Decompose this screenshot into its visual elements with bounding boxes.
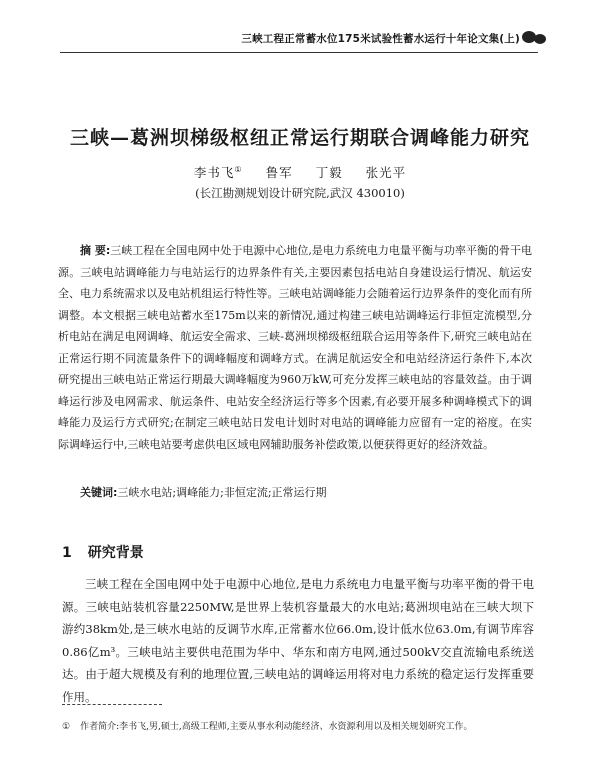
body-paragraph: 三峡工程在全国电网中处于电源中心地位,是电力系统电力电量平衡与功率平衡的骨干电源。三峡电站装机容量2250MW,是世界上装机容量最大的水电站;葛洲坝电站在三峡大坝下游约38km处,是三峡水电站的反调节水库,正常蓄水位66.0m,设计低水位63.0m,有调节库容0.86亿m³。三峡电站主要供电范围为华中、华东和南方电网,通过500kV交直流输电系统送达。由于超大规模及有利的地理位置,三峡电站的调峰运用将对电力系统的稳定运行发挥重要作用。 <box>62 577 534 704</box>
author-3: 丁毅 <box>315 165 343 180</box>
section-heading <box>62 542 144 562</box>
author-1-name: 李书飞 <box>193 165 235 180</box>
abstract <box>58 240 532 455</box>
abstract-text: 三峡工程在全国电网中处于电源中心地位,是电力系统电力电量平衡与功率平衡的骨干电源。三峡电站调峰能力与电站运行的边界条件有关,主要因素包括电站自身建设运行情况、航运安全、电力系统需求以及电站机组运行特性等。三峡电站调峰能力会随着运行边界条件的变化而有所调整。本文根据三峡电站蓄水至175m以来的新情况,通过构建三峡电站调峰运行非恒定流模型,分析电站在满足电网调峰、航运安全需求、三峡-葛洲坝梯级枢纽联合运用等条件下,研究三峡电站在正常运行期不同流量条件下的调峰幅度和调峰方式。在满足航运安全和电站经济运行条件下,本次研究提出三峡电站正常运行期最大调峰幅度为960万kW,可充分发挥三峡电站的容量效益。由于调峰运行涉及电网需求、航运条件、电站安全经济运行等多个因素,有必要开展多种调峰模式下的调峰能力及运行方式研究;在制定三峡电站日发电计划时对电站的调峰能力应留有一定的裕度。在实际调峰运行中,三峡电站要考虑供电区域电网辅助服务补偿政策,以便获得更好的经济效益。 <box>58 244 532 451</box>
footnote <box>62 719 534 736</box>
keywords-text: 三峡水电站;调峰能力;非恒定流;正常运行期 <box>117 486 327 499</box>
section-title: 研究背景 <box>87 545 144 561</box>
keywords <box>80 484 532 500</box>
keywords-label: 关键词: <box>80 486 118 499</box>
footnote-rule <box>62 704 162 705</box>
footnote-mark: ① <box>62 722 71 732</box>
header-ornament-icon <box>521 28 547 46</box>
author-list <box>0 163 600 181</box>
footnote-text: 作者简介:李书飞,男,硕士,高级工程师,主要从事水利动能经济、水资源利用以及相关规划研究工作。 <box>80 722 473 732</box>
running-header: 三峡工程正常蓄水位175米试验性蓄水运行十年论文集(上) <box>241 33 520 45</box>
header-rule <box>60 52 538 53</box>
author-footnote-mark: ① <box>234 164 243 174</box>
affiliation: (长江勘测规划设计研究院,武汉 430010) <box>195 186 405 200</box>
section-number: 1 <box>62 545 72 561</box>
paper-title: 三峡—葛洲坝梯级枢纽正常运行期联合调峰能力研究 <box>69 127 530 149</box>
author-2: 鲁军 <box>265 165 293 180</box>
author-4: 张光平 <box>365 165 407 180</box>
author-1 <box>194 165 243 180</box>
abstract-label: 摘 要: <box>80 244 111 257</box>
